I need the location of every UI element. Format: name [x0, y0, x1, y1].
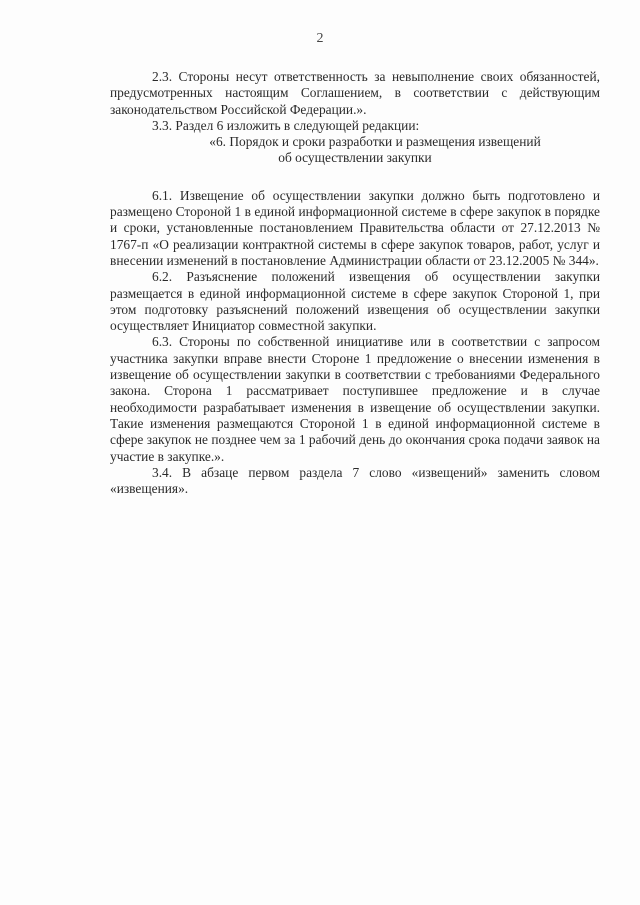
paragraph-6-3: 6.3. Стороны по собственной инициативе или в соответствии с запросом участника закупки вправе внести Стороне 1 предложение о внесении изменения в извещение об осуществлении закупки в соответствии с требованиями Федерального закона. Сторона 1 рассматривает поступившее предложение и в случае необходимости разрабатывает изменения в извещение об осуществлении закупки. Такие изменения размещаются Стороной 1 в единой информационной системе в сфере закупок не позднее чем за 1 рабочий день до окончания срока подачи заявок на участие в закупке.».	[110, 334, 600, 464]
paragraph-3-3: 3.3. Раздел 6 изложить в следующей редакции:	[152, 117, 420, 133]
paragraph-6-1: 6.1. Извещение об осуществлении закупки должно быть подготовлено и размещено Стороной 1 в единой информационной системе в сфере закупок в порядке и сроки, установленные постановлением Правительства области от 27.12.2013 № 1767-п «О реализации контрактной системы в сфере закупок товаров, работ, услуг и внесении изменений в постановление Администрации области от 23.12.2005 № 344».	[110, 187, 600, 268]
paragraph-3-4: 3.4. В абзаце первом раздела 7 слово «извещений» заменить словом «извещения».	[110, 464, 600, 497]
paragraph-2-3: 2.3. Стороны несут ответственность за невыполнение своих обязанностей, предусмотренных настоящим Соглашением, в соответствии с действующим законодательством Российской Федерации.».	[110, 69, 600, 117]
section-6-heading-line-2: об осуществлении закупки	[278, 150, 432, 166]
heading-spacer	[110, 167, 600, 188]
document-body	[110, 69, 600, 497]
paragraph-6-2: 6.2. Разъяснение положений извещения об осуществлении закупки размещается в единой информационной системе в сфере закупок Стороной 1, при этом подготовку разъяснений положений извещения об осуществлении закупки осуществляет Инициатор совместной закупки.	[110, 269, 600, 334]
page-number: 2	[316, 31, 324, 46]
section-6-heading-line-1: «6. Порядок и сроки разработки и размещения извещений	[209, 134, 541, 150]
